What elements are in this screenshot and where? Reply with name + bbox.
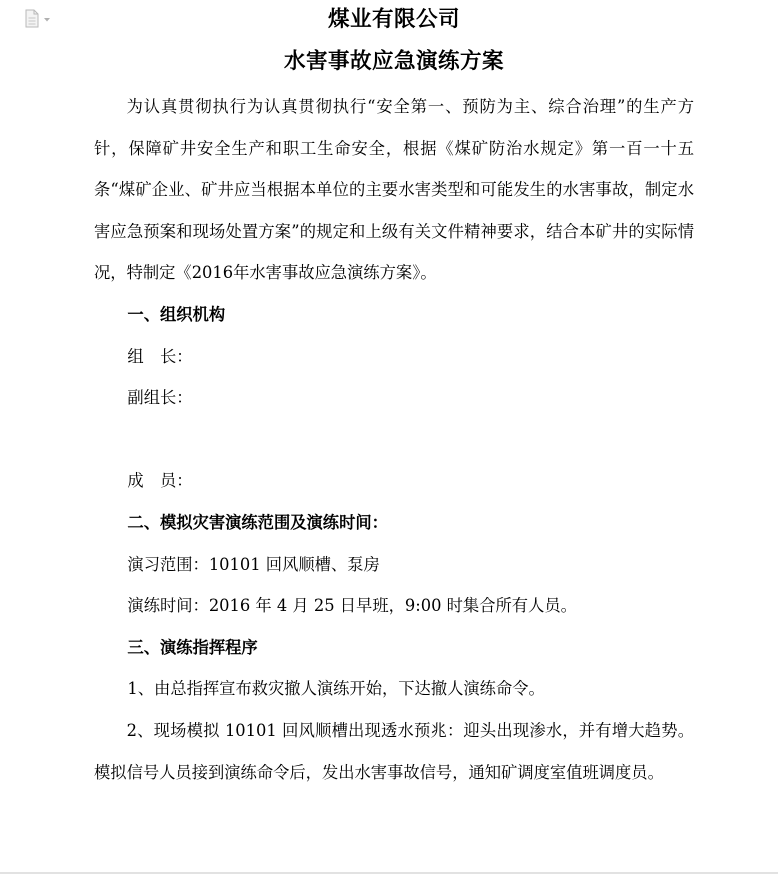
procedure-step-2: 2、现场模拟 10101 回风顺槽出现透水预兆：迎头出现渗水，并有增大趋势。模拟信号人员接到演练命令后，发出水害事故信号，通知矿调度室值班调度员。 — [94, 720, 694, 782]
members-line: 成 员： — [127, 471, 193, 491]
company-name: 煤业有限公司 — [327, 7, 460, 32]
document-title: 水害事故应急演练方案 — [283, 49, 504, 74]
section-heading-organization: 一、组织机构 — [127, 304, 226, 324]
intro-paragraph: 为认真贯彻执行为认真贯彻执行“安全第一、预防为主、综合治理”的生产方针，保障矿井安全生产和职工生命安全，根据《煤矿防治水规定》第一百一十五条“煤矿企业、矿井应当根据本单位的主要水害类型和可能发生的水害事故，制定水害应急预案和现场处置方案”的规定和上级有关文件精神要求，结合本矿井的实际情况，特制定《2016年水害事故应急演练方案》。 — [94, 97, 694, 283]
deputy-leader-line: 副组长： — [127, 388, 193, 408]
drill-time-line: 演练时间：2016 年 4 月 25 日早班，9:00 时集合所有人员。 — [127, 596, 577, 616]
document-icon — [24, 9, 56, 29]
team-leader-line: 组 长： — [127, 346, 193, 366]
document-page — [94, 0, 694, 793]
blank-line — [94, 419, 694, 461]
document-menu-button[interactable] — [24, 9, 56, 29]
drill-scope-line: 演习范围：10101 回风顺槽、泵房 — [127, 554, 380, 574]
section-heading-scope-time: 二、模拟灾害演练范围及演练时间： — [127, 512, 388, 532]
caret-down-icon — [44, 18, 50, 22]
section-heading-command-procedure: 三、演练指挥程序 — [127, 637, 258, 657]
procedure-step-1: 1、由总指挥宣布救灾撤人演练开始，下达撤人演练命令。 — [127, 679, 545, 699]
